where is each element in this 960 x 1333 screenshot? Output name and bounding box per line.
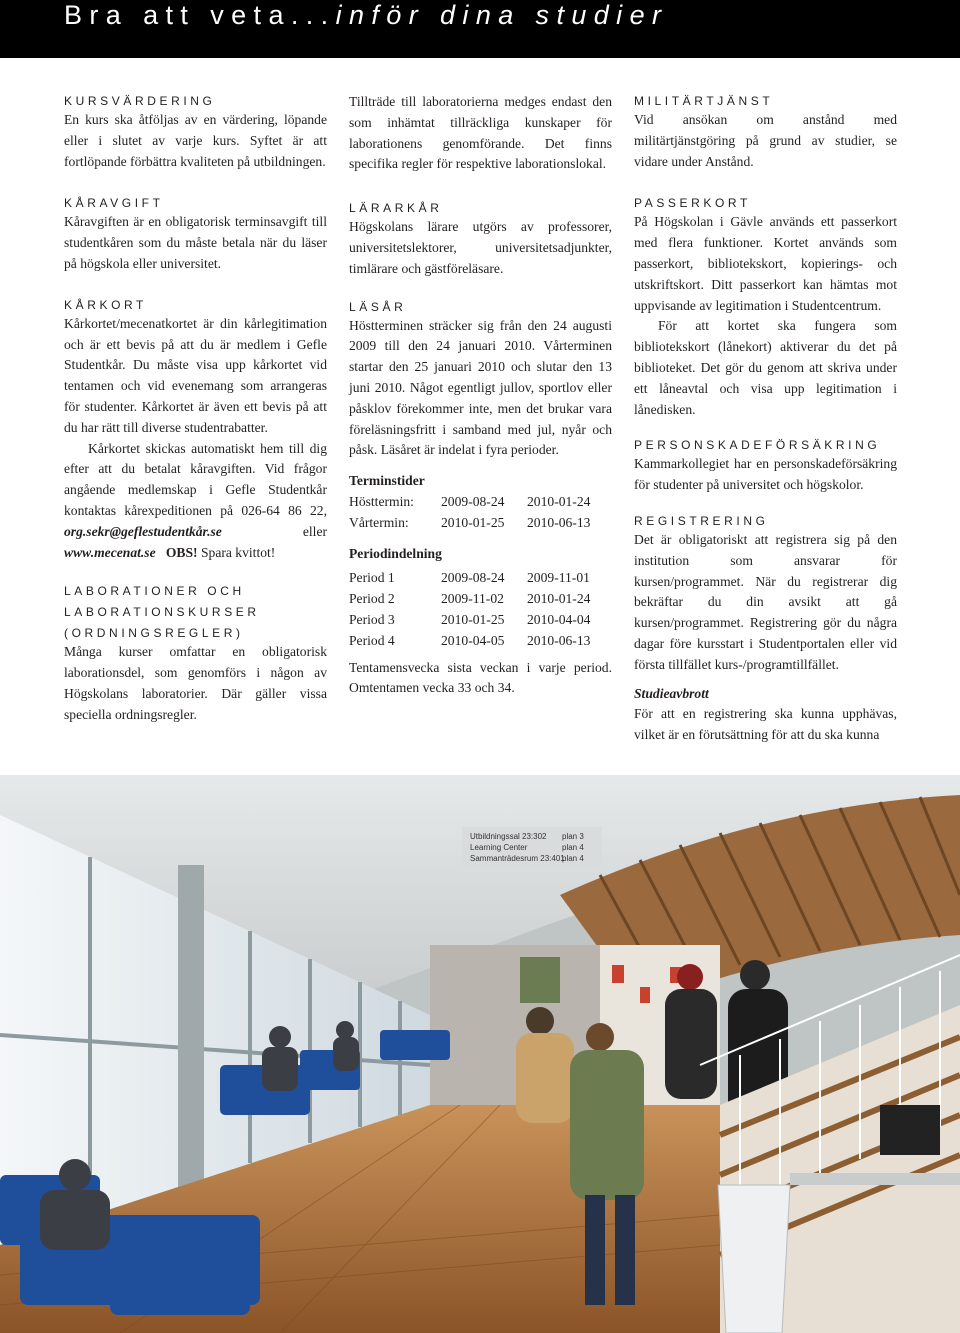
table-row: [349, 589, 612, 610]
campus-photo-illustration: [0, 775, 960, 1333]
or-text: eller: [221, 523, 327, 539]
text-lasar: Höstterminen sträcker sig från den 24 augusti 2009 till den 24 januari 2010. Vårterminen startar den 25 januari 2010 och slutar den 13 juni 2010. Något egentligt jullov, sportlov eller påsklov förekommer inte, men det brukar vara föreläsningsfritt i samband med jul, nyår och påsk. Läsåret är indelat i fyra perioder.: [349, 317, 612, 458]
text-tentamen: Tentamensvecka sista veckan i varje period. Omtentamen vecka 33 och 34.: [349, 659, 612, 696]
text-karavgift: Kåravgiften är en obligatorisk terminsavgift till studentkåren som du måste betala när du läser på högskola eller universitet.: [64, 214, 327, 271]
period-name: Period 2: [349, 591, 395, 607]
period-from: 2009-08-24: [441, 570, 505, 586]
header-title: [64, 0, 668, 30]
heading-lab-2: LABORATIONSKURSER: [64, 605, 260, 620]
text-lab-continued: Tillträde till laboratorierna medges endast den som inhämtat tillräckliga kunskaper för laborationens genomförande. Det finns specifika regler för respektive laborationslokal.: [349, 94, 612, 172]
heading-lab-3: (ORDNINGSREGLER): [64, 626, 244, 641]
header-title-italic: inför dina studier: [335, 0, 669, 30]
sign-floor-3: plan 4: [562, 854, 584, 863]
obs-label: OBS!: [165, 544, 198, 560]
heading-registrering: REGISTRERING: [634, 513, 769, 528]
period-name: Period 3: [349, 611, 395, 627]
terms-table: [349, 492, 612, 534]
text-karkort-2: [64, 439, 327, 564]
text-passerkort-1: På Högskolan i Gävle används ett passerkort med flera funktioner. Kortet används som passerkort, bibliotekskort, kopierings- och utskriftskort. Ditt passerkort kan hämtas mot uppvisande av legitimation i Studentcentrum.: [634, 214, 897, 313]
period-to: 2009-11-01: [527, 570, 590, 586]
heading-passerkort: PASSERKORT: [634, 196, 751, 211]
text-passerkort-2: För att kortet ska fungera som bibliotekskort (lånekort) aktiverar du det på biblioteket. Det gör du genom att skriva under ett låneavtal och visa upp legitimation i lånedisken.: [634, 318, 897, 417]
table-row: [349, 513, 612, 534]
table-row: [349, 610, 612, 631]
sign-floor-2: plan 4: [562, 843, 584, 852]
table-row: [349, 631, 612, 652]
heading-karkort: KÅRKORT: [64, 297, 147, 312]
heading-kursvardering: KURSVÄRDERING: [64, 94, 216, 108]
sign-line-2: Learning Center: [470, 843, 528, 852]
text-lararkar: Högskolans lärare utgörs av professorer, universitetslektorer, universitetsadjunkter, timlärare och gästföreläsare.: [349, 219, 612, 276]
period-to: 2010-04-04: [527, 611, 591, 627]
sign-floor-1: plan 3: [562, 832, 584, 841]
period-from: 2009-11-02: [441, 591, 504, 607]
heading-periodindelning: Periodindelning: [349, 545, 442, 561]
heading-lab-1: LABORATIONER OCH: [64, 584, 245, 599]
heading-lararkar: LÄRARKÅR: [349, 201, 443, 216]
term-to: 2010-01-24: [527, 493, 591, 509]
karkort-contact-text: Kårkortet skickas automatiskt hem till dig efter att du betalat kåravgiften. Vid frågor angående medlemskap i Gefle Studentkår kontaktas kårexpeditionen på 026-64 86 22,: [64, 440, 327, 518]
text-personskadeforsakring: Kammarkollegiet har en personskadeförsäkring för studenter på universitet och högskolor.: [634, 456, 897, 493]
table-row: [349, 492, 612, 513]
term-name: Vårtermin:: [349, 514, 409, 530]
period-to: 2010-01-24: [527, 591, 591, 607]
sign-line-1: Utbildningssal 23:302: [470, 832, 547, 841]
text-kursvardering: En kurs ska åtföljas av en värdering, löpande eller i slutet av varje kurs. Syftet är att fortlöpande förbättra kvaliteten på utbildningen.: [64, 112, 327, 169]
period-to: 2010-06-13: [527, 632, 591, 648]
term-to: 2010-06-13: [527, 514, 591, 530]
campus-photo: [0, 775, 960, 1333]
term-from: 2010-01-25: [441, 514, 505, 530]
web-link[interactable]: www.mecenat.se: [64, 544, 156, 560]
header-title-regular: Bra att veta...: [64, 0, 336, 30]
heading-karavgift: KÅRAVGIFT: [64, 196, 164, 211]
column-3: [634, 92, 897, 746]
page-header: [0, 0, 960, 58]
heading-studieavbrott: Studieavbrott: [634, 685, 709, 701]
period-name: Period 4: [349, 632, 395, 648]
table-row: [349, 568, 612, 589]
heading-personskadeforsakring: PERSONSKADEFÖRSÄKRING: [634, 438, 881, 453]
term-name: Hösttermin:: [349, 493, 414, 509]
heading-lasar: LÄSÅR: [349, 299, 407, 314]
term-from: 2009-08-24: [441, 493, 505, 509]
heading-terminstider: Terminstider: [349, 473, 425, 489]
spara-text: Spara kvittot!: [197, 544, 276, 560]
text-lab: Många kurser omfattar en obligatorisk laborationsdel, som genomförs i någon av Högskolans laboratorier. Där gäller vissa speciella ordningsregler.: [64, 644, 327, 722]
text-registrering: Det är obligatoriskt att registrera sig på den institution som ansvarar för kursen/programmet. När du registrerar dig bekräftar du din avsikt att gå kursen/programmet. Registrering gör du några dagar före kursstart i Studentportalen eller vid första tillfället kurs-/programtillfället.: [634, 531, 897, 672]
period-from: 2010-04-05: [441, 632, 505, 648]
column-2: [349, 92, 612, 699]
heading-militartjanst: MILITÄRTJÄNST: [634, 94, 774, 108]
sign-line-3: Sammanträdesrum 23:401: [470, 854, 565, 863]
period-from: 2010-01-25: [441, 611, 505, 627]
text-militartjanst: Vid ansökan om anstånd med militärtjänstgöring på grund av studier, se vidare under Anstånd.: [634, 112, 897, 169]
period-name: Period 1: [349, 570, 395, 586]
text-studieavbrott: För att en registrering ska kunna upphävas, vilket är en förutsättning för att du ska kunna: [634, 706, 897, 743]
periods-table: [349, 568, 612, 651]
text-karkort-1: Kårkortet/mecenatkortet är din kårlegitimation och är ett bevis på att du är medlem i Gefle Studentkår. Du måste visa upp kårkortet vid tentamen och vid evenemang som arrangeras för studenter. Kårkortet är även ett bevis på att du har rätt till diverse studentrabatter.: [64, 315, 327, 435]
email-link[interactable]: org.sekr@geflestudentkår.se: [64, 523, 222, 539]
column-1: [64, 92, 327, 726]
